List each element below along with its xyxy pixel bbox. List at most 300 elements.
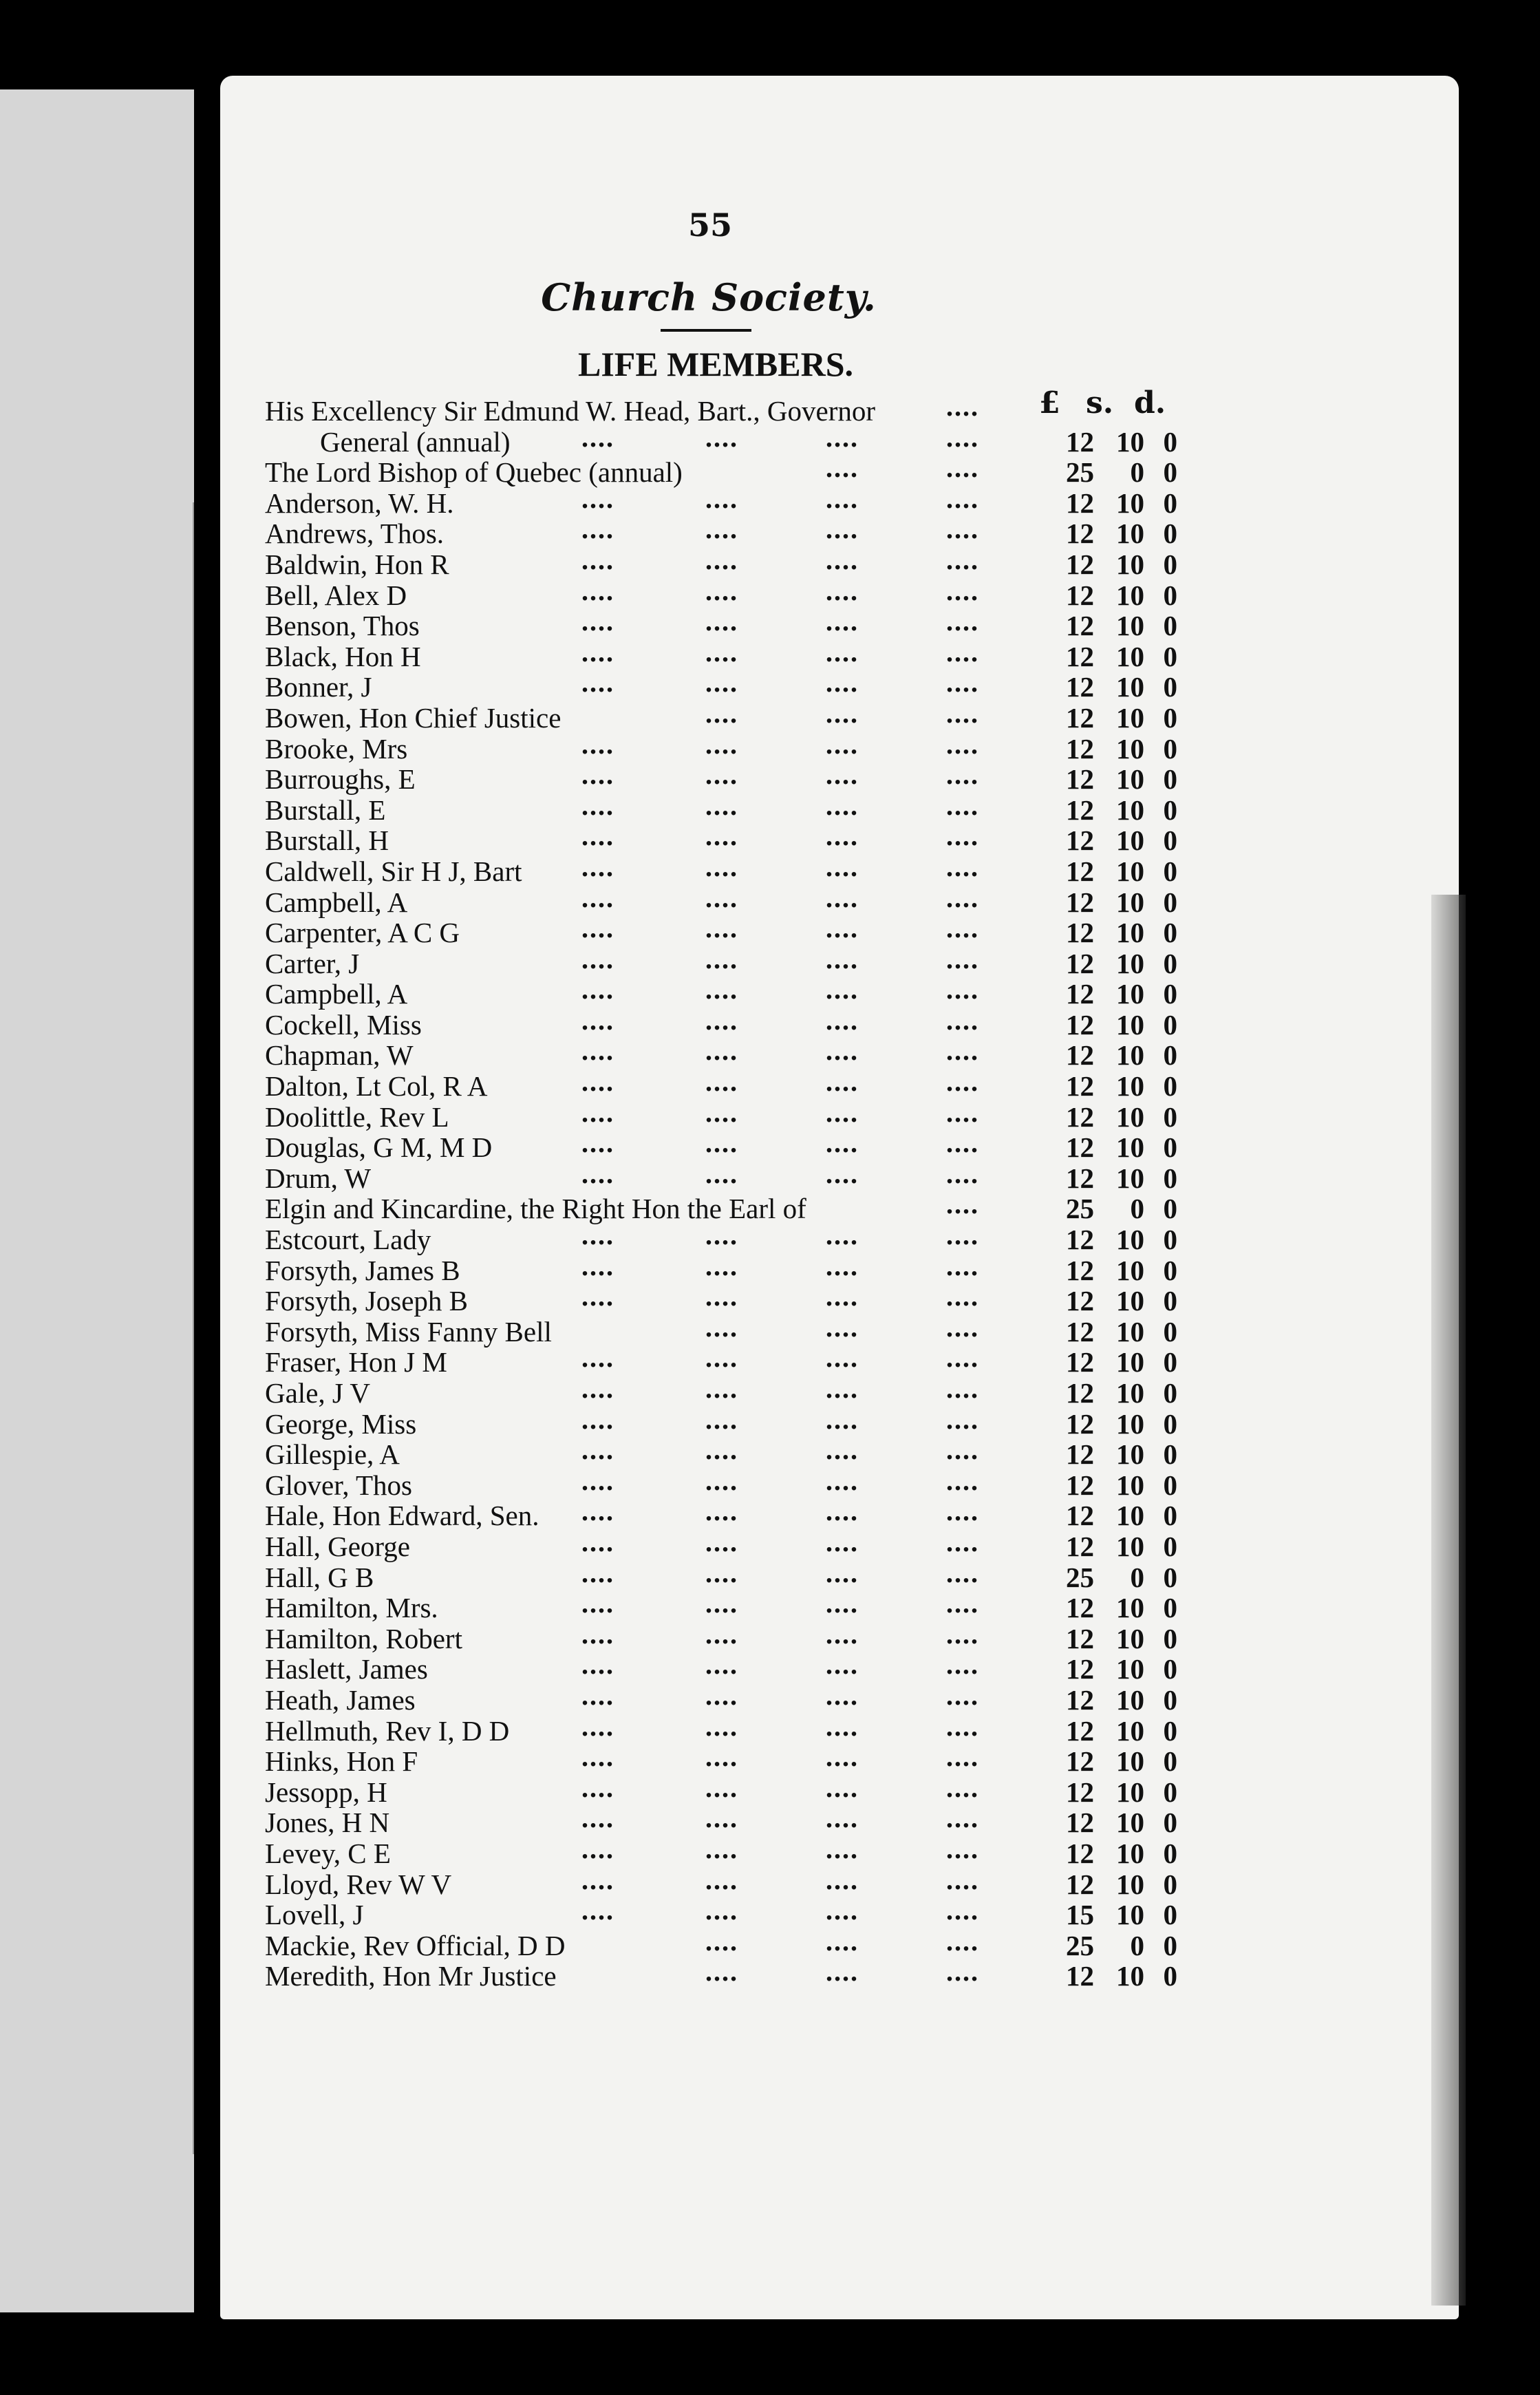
member-row — [265, 452, 1201, 489]
section-title: LIFE MEMBERS. — [577, 345, 854, 383]
amount-pounds: 25 — [1066, 1929, 1094, 1961]
member-row — [265, 1004, 1201, 1041]
member-row — [265, 1895, 1201, 1931]
member-name: Elgin and Kincardine, the Right Hon the Earl of — [265, 1193, 806, 1225]
amount-shillings: 0 — [1130, 1929, 1144, 1961]
amount-shillings: 0 — [1130, 1193, 1144, 1225]
amount-shillings: 10 — [1116, 1837, 1144, 1869]
leader-dots: .... .... .... .... — [581, 1833, 979, 1864]
amount-pence: 0 — [1163, 1100, 1177, 1133]
leader-dots: .... .... .... .... — [581, 606, 979, 637]
leader-dots: .... .... .... .... — [581, 1281, 979, 1312]
page-edge-shadow — [1431, 895, 1466, 2306]
amount-pence: 0 — [1163, 1008, 1177, 1041]
member-row — [265, 421, 1201, 458]
amount-shillings: 10 — [1116, 1407, 1144, 1440]
member-row — [265, 1557, 1201, 1593]
amount-shillings: 10 — [1116, 917, 1144, 949]
member-name: Chapman, W — [265, 1039, 414, 1072]
amount-pence: 0 — [1163, 947, 1177, 979]
amount-shillings: 10 — [1116, 1100, 1144, 1133]
member-name: Meredith, Hon Mr Justice — [265, 1960, 557, 1992]
amount-pence: 0 — [1163, 1315, 1177, 1348]
amount-pounds: 12 — [1066, 1622, 1094, 1654]
amount-pence: 0 — [1163, 1837, 1177, 1869]
member-name: Fraser, Hon J M — [265, 1346, 447, 1379]
amount-shillings: 10 — [1116, 701, 1144, 734]
leader-dots: .... .... .... .... — [581, 974, 979, 1005]
amount-shillings: 0 — [1130, 456, 1144, 489]
amount-pence: 0 — [1163, 425, 1177, 458]
amount-pounds: 12 — [1066, 1285, 1094, 1317]
member-row — [265, 759, 1201, 796]
member-row — [265, 913, 1201, 949]
amount-pence: 0 — [1163, 1899, 1177, 1931]
amount-pence: 0 — [1163, 701, 1177, 734]
amount-pence: 0 — [1163, 1438, 1177, 1471]
leader-dots: .... .... .... — [705, 1311, 979, 1343]
facing-page — [0, 89, 194, 2312]
amount-pounds: 12 — [1066, 1837, 1094, 1869]
member-name: The Lord Bishop of Quebec (annual) — [265, 456, 683, 489]
member-row — [265, 1771, 1201, 1808]
member-row — [265, 1066, 1201, 1103]
member-name: Drum, W — [265, 1162, 372, 1194]
member-row — [265, 1649, 1201, 1685]
member-name: Burstall, H — [265, 824, 389, 857]
amount-shillings: 10 — [1116, 579, 1144, 611]
amount-pounds: 12 — [1066, 671, 1094, 703]
leader-dots: .... .... — [826, 452, 979, 484]
amount-shillings: 10 — [1116, 794, 1144, 826]
leader-dots: .... .... .... .... — [581, 1403, 979, 1435]
amount-shillings: 10 — [1116, 855, 1144, 887]
amount-pounds: 12 — [1066, 640, 1094, 672]
member-name: Levey, C E — [265, 1837, 391, 1869]
member-name: Hinks, Hon F — [265, 1745, 418, 1778]
amount-shillings: 10 — [1116, 1346, 1144, 1379]
amount-pounds: 12 — [1066, 1438, 1094, 1471]
member-row — [265, 1373, 1201, 1409]
amount-pounds: 12 — [1066, 1162, 1094, 1194]
amount-pounds: 12 — [1066, 1315, 1094, 1348]
leader-dots: .... .... .... .... — [581, 1465, 979, 1496]
member-row — [265, 943, 1201, 979]
amount-shillings: 10 — [1116, 1530, 1144, 1562]
leader-dots: .... .... .... .... — [581, 851, 979, 882]
amount-pence: 0 — [1163, 1070, 1177, 1103]
amount-shillings: 10 — [1116, 978, 1144, 1010]
amount-pounds: 12 — [1066, 1960, 1094, 1992]
amount-pounds: 12 — [1066, 917, 1094, 949]
amount-pence: 0 — [1163, 1683, 1177, 1716]
amount-pounds: 12 — [1066, 487, 1094, 519]
leader-dots: .... .... .... .... — [581, 1618, 979, 1650]
member-row — [265, 1588, 1201, 1624]
amount-pence: 0 — [1163, 487, 1177, 519]
leader-dots: .... .... .... .... — [581, 1649, 979, 1681]
amount-pence: 0 — [1163, 610, 1177, 642]
amount-shillings: 10 — [1116, 1315, 1144, 1348]
amount-pence: 0 — [1163, 824, 1177, 857]
leader-dots: .... .... .... .... — [581, 1096, 979, 1128]
member-row — [265, 1925, 1201, 1961]
leader-dots: .... .... .... .... — [581, 728, 979, 760]
member-name: Burstall, E — [265, 794, 386, 826]
amount-pence: 0 — [1163, 1193, 1177, 1225]
leader-dots: .... .... .... .... — [581, 1741, 979, 1773]
leader-dots: .... .... .... .... — [581, 759, 979, 791]
amount-pounds: 25 — [1066, 1193, 1094, 1225]
amount-shillings: 10 — [1116, 1683, 1144, 1716]
amount-pounds: 12 — [1066, 1254, 1094, 1286]
member-name: Forsyth, Miss Fanny Bell — [265, 1315, 552, 1348]
amount-pounds: 12 — [1066, 1346, 1094, 1379]
amount-pounds: 12 — [1066, 1377, 1094, 1409]
member-list — [265, 391, 1201, 1992]
member-name: Cockell, Miss — [265, 1008, 422, 1041]
amount-shillings: 10 — [1116, 640, 1144, 672]
leader-dots: .... .... .... .... — [581, 1895, 979, 1926]
leader-dots: .... .... .... .... — [581, 1220, 979, 1251]
amount-pence: 0 — [1163, 640, 1177, 672]
member-row — [265, 974, 1201, 1010]
amount-pounds: 12 — [1066, 1714, 1094, 1747]
member-name: Black, Hon H — [265, 640, 421, 672]
amount-pounds: 12 — [1066, 1008, 1094, 1041]
amount-shillings: 10 — [1116, 1622, 1144, 1654]
leader-dots: .... .... .... .... — [581, 1342, 979, 1374]
leader-dots: .... .... .... .... — [581, 1373, 979, 1404]
title-divider — [661, 329, 751, 332]
member-row — [265, 1802, 1201, 1839]
member-name: Doolittle, Rev L — [265, 1100, 449, 1133]
amount-pounds: 12 — [1066, 701, 1094, 734]
amount-pounds: 12 — [1066, 1407, 1094, 1440]
amount-shillings: 10 — [1116, 548, 1144, 580]
amount-pence: 0 — [1163, 1960, 1177, 1992]
amount-shillings: 10 — [1116, 487, 1144, 519]
amount-shillings: 10 — [1116, 763, 1144, 796]
member-name: Andrews, Thos. — [265, 518, 445, 550]
leader-dots: .... .... .... .... — [581, 1679, 979, 1711]
amount-pounds: 12 — [1066, 1039, 1094, 1072]
leader-dots: .... .... .... .... — [581, 482, 979, 514]
amount-pence: 0 — [1163, 732, 1177, 765]
amount-pounds: 12 — [1066, 1807, 1094, 1839]
amount-shillings: 10 — [1116, 1868, 1144, 1900]
member-name: Forsyth, James B — [265, 1254, 460, 1286]
amount-pounds: 12 — [1066, 855, 1094, 887]
member-name: General (annual) — [320, 425, 511, 458]
member-row — [265, 1158, 1201, 1194]
leader-dots: .... .... .... .... — [581, 1434, 979, 1466]
pounds-header: £ — [1039, 385, 1060, 421]
amount-shillings: 10 — [1116, 1285, 1144, 1317]
amount-pence: 0 — [1163, 671, 1177, 703]
member-name: Heath, James — [265, 1683, 416, 1716]
amount-pounds: 12 — [1066, 1224, 1094, 1256]
leader-dots: .... .... .... .... — [581, 667, 979, 699]
amount-pounds: 12 — [1066, 886, 1094, 918]
shillings-header: s. — [1086, 385, 1114, 421]
member-row — [265, 1618, 1201, 1654]
amount-pence: 0 — [1163, 1407, 1177, 1440]
amount-pounds: 12 — [1066, 1500, 1094, 1532]
amount-pounds: 12 — [1066, 1653, 1094, 1685]
amount-pounds: 12 — [1066, 1683, 1094, 1716]
member-name: Burroughs, E — [265, 763, 416, 796]
member-name: Estcourt, Lady — [265, 1224, 431, 1256]
member-name: Glover, Thos — [265, 1469, 412, 1501]
member-row — [265, 1741, 1201, 1778]
amount-pounds: 12 — [1066, 1868, 1094, 1900]
amount-pounds: 12 — [1066, 1469, 1094, 1501]
member-row — [265, 728, 1201, 765]
member-name: Dalton, Lt Col, R A — [265, 1070, 488, 1103]
leader-dots: .... .... .... .... — [581, 882, 979, 913]
page-number: 55 — [688, 206, 733, 244]
member-row — [265, 1526, 1201, 1562]
member-row — [265, 1956, 1201, 1992]
amount-pence: 0 — [1163, 794, 1177, 826]
member-row — [265, 1465, 1201, 1501]
amount-pence: 0 — [1163, 1868, 1177, 1900]
leader-dots: .... .... .... — [705, 1956, 979, 1988]
leader-dots: .... — [946, 391, 979, 422]
amount-pence: 0 — [1163, 548, 1177, 580]
amount-pence: 0 — [1163, 1745, 1177, 1778]
member-row — [265, 391, 1201, 427]
amount-shillings: 10 — [1116, 1899, 1144, 1931]
member-name: Caldwell, Sir H J, Bart — [265, 855, 522, 887]
amount-pence: 0 — [1163, 1530, 1177, 1562]
society-title: Church Society. — [541, 275, 877, 319]
leader-dots: .... .... .... .... — [581, 1864, 979, 1895]
member-row — [265, 1495, 1201, 1532]
member-name: Campbell, A — [265, 978, 408, 1010]
leader-dots: .... .... .... .... — [581, 544, 979, 575]
leader-dots: .... .... .... .... — [581, 1802, 979, 1834]
leader-dots: .... .... .... .... — [581, 1771, 979, 1803]
amount-pence: 0 — [1163, 886, 1177, 918]
member-name: Baldwin, Hon R — [265, 548, 449, 580]
member-row — [265, 1281, 1201, 1317]
amount-pence: 0 — [1163, 763, 1177, 796]
member-name: Jones, H N — [265, 1807, 390, 1839]
member-name: Lloyd, Rev W V — [265, 1868, 452, 1900]
amount-pounds: 25 — [1066, 1561, 1094, 1593]
amount-pounds: 15 — [1066, 1899, 1094, 1931]
amount-shillings: 10 — [1116, 1500, 1144, 1532]
member-name: Carpenter, A C G — [265, 917, 460, 949]
member-name: Hale, Hon Edward, Sen. — [265, 1500, 539, 1532]
amount-pounds: 12 — [1066, 548, 1094, 580]
member-row — [265, 606, 1201, 642]
member-name: Brooke, Mrs — [265, 732, 408, 765]
amount-shillings: 10 — [1116, 824, 1144, 857]
amount-shillings: 10 — [1116, 1960, 1144, 1992]
amount-shillings: 10 — [1116, 1131, 1144, 1164]
amount-pounds: 12 — [1066, 1100, 1094, 1133]
amount-shillings: 10 — [1116, 518, 1144, 550]
leader-dots: .... .... .... .... — [581, 1004, 979, 1036]
amount-pence: 0 — [1163, 917, 1177, 949]
amount-pence: 0 — [1163, 1592, 1177, 1624]
amount-pence: 0 — [1163, 1039, 1177, 1072]
member-row — [265, 667, 1201, 703]
amount-pounds: 12 — [1066, 794, 1094, 826]
leader-dots: .... .... .... .... — [581, 1710, 979, 1742]
member-row — [265, 882, 1201, 918]
amount-pence: 0 — [1163, 1622, 1177, 1654]
leader-dots: .... .... .... .... — [581, 636, 979, 668]
amount-pounds: 12 — [1066, 1776, 1094, 1808]
amount-shillings: 10 — [1116, 947, 1144, 979]
member-row — [265, 1679, 1201, 1716]
leader-dots: .... .... .... .... — [581, 575, 979, 606]
leader-dots: .... .... .... .... — [581, 1127, 979, 1159]
amount-pence: 0 — [1163, 1469, 1177, 1501]
amount-shillings: 10 — [1116, 1039, 1144, 1072]
amount-pounds: 12 — [1066, 425, 1094, 458]
member-name: Hall, George — [265, 1530, 411, 1562]
member-name: Hamilton, Robert — [265, 1622, 462, 1654]
amount-pence: 0 — [1163, 579, 1177, 611]
amount-shillings: 10 — [1116, 1008, 1144, 1041]
amount-shillings: 10 — [1116, 1438, 1144, 1471]
amount-shillings: 10 — [1116, 732, 1144, 765]
amount-pence: 0 — [1163, 1807, 1177, 1839]
member-name: His Excellency Sir Edmund W. Head, Bart., Governor — [265, 395, 876, 427]
amount-pounds: 25 — [1066, 456, 1094, 489]
amount-shillings: 10 — [1116, 1592, 1144, 1624]
member-name: Jessopp, H — [265, 1776, 387, 1808]
member-row — [265, 1250, 1201, 1286]
amount-pence: 0 — [1163, 456, 1177, 489]
amount-pence: 0 — [1163, 1776, 1177, 1808]
member-row — [265, 1035, 1201, 1072]
amount-pounds: 12 — [1066, 518, 1094, 550]
amount-pence: 0 — [1163, 1224, 1177, 1256]
member-row — [265, 636, 1201, 672]
member-name: Gillespie, A — [265, 1438, 400, 1471]
amount-shillings: 10 — [1116, 1224, 1144, 1256]
member-row — [265, 1096, 1201, 1133]
amount-pounds: 12 — [1066, 579, 1094, 611]
amount-shillings: 10 — [1116, 1162, 1144, 1194]
amount-pence: 0 — [1163, 978, 1177, 1010]
amount-pounds: 12 — [1066, 1070, 1094, 1103]
amount-shillings: 10 — [1116, 1776, 1144, 1808]
member-row — [265, 1311, 1201, 1348]
leader-dots: .... .... .... .... — [581, 1250, 979, 1281]
member-row — [265, 1434, 1201, 1471]
member-row — [265, 513, 1201, 550]
leader-dots: .... .... .... .... — [581, 789, 979, 821]
member-row — [265, 1127, 1201, 1164]
amount-pounds: 12 — [1066, 610, 1094, 642]
amount-pounds: 12 — [1066, 978, 1094, 1010]
amount-pence: 0 — [1163, 1377, 1177, 1409]
amount-pounds: 12 — [1066, 1745, 1094, 1778]
amount-pence: 0 — [1163, 855, 1177, 887]
amount-shillings: 10 — [1116, 1745, 1144, 1778]
amount-shillings: 10 — [1116, 886, 1144, 918]
member-row — [265, 820, 1201, 857]
leader-dots: .... .... .... — [705, 697, 979, 729]
member-row — [265, 1710, 1201, 1747]
amount-pence: 0 — [1163, 1653, 1177, 1685]
amount-pounds: 12 — [1066, 763, 1094, 796]
amount-pounds: 12 — [1066, 732, 1094, 765]
amount-shillings: 10 — [1116, 1714, 1144, 1747]
amount-shillings: 10 — [1116, 1254, 1144, 1286]
amount-shillings: 10 — [1116, 1377, 1144, 1409]
amount-shillings: 10 — [1116, 425, 1144, 458]
amount-pounds: 12 — [1066, 824, 1094, 857]
leader-dots: .... .... .... .... — [581, 1526, 979, 1557]
member-row — [265, 575, 1201, 611]
amount-shillings: 10 — [1116, 1653, 1144, 1685]
member-row — [265, 544, 1201, 580]
leader-dots: .... .... .... .... — [581, 1495, 979, 1527]
amount-pence: 0 — [1163, 518, 1177, 550]
leader-dots: .... .... .... .... — [581, 1066, 979, 1098]
amount-pounds: 12 — [1066, 1131, 1094, 1164]
amount-pence: 0 — [1163, 1714, 1177, 1747]
leader-dots: .... .... .... — [705, 1925, 979, 1957]
leader-dots: .... .... .... .... — [581, 513, 979, 545]
leader-dots: .... .... .... .... — [581, 1588, 979, 1619]
member-name: Hellmuth, Rev I, D D — [265, 1714, 510, 1747]
amount-shillings: 0 — [1130, 1561, 1144, 1593]
member-row — [265, 1189, 1201, 1225]
member-name: Gale, J V — [265, 1377, 370, 1409]
amount-pence: 0 — [1163, 1500, 1177, 1532]
leader-dots: .... .... .... .... — [581, 1158, 979, 1189]
leader-dots: .... .... .... .... — [581, 943, 979, 975]
member-row — [265, 851, 1201, 887]
leader-dots: .... .... .... .... — [581, 421, 979, 453]
amount-pence: 0 — [1163, 1285, 1177, 1317]
member-name: Mackie, Rev Official, D D — [265, 1929, 566, 1961]
member-row — [265, 1220, 1201, 1256]
amount-pence: 0 — [1163, 1162, 1177, 1194]
member-name: Bell, Alex D — [265, 579, 407, 611]
member-row — [265, 1342, 1201, 1379]
amount-pence: 0 — [1163, 1131, 1177, 1164]
leader-dots: .... — [946, 1189, 979, 1220]
leader-dots: .... .... .... .... — [581, 1557, 979, 1588]
member-name: Benson, Thos — [265, 610, 420, 642]
facing-page-edge — [172, 502, 194, 2154]
member-row — [265, 789, 1201, 826]
member-name: Anderson, W. H. — [265, 487, 454, 519]
member-name: Carter, J — [265, 947, 360, 979]
member-row — [265, 1864, 1201, 1900]
amount-pence: 0 — [1163, 1929, 1177, 1961]
member-name: Hall, G B — [265, 1561, 374, 1593]
amount-shillings: 10 — [1116, 610, 1144, 642]
leader-dots: .... .... .... .... — [581, 820, 979, 852]
member-row — [265, 482, 1201, 519]
member-name: Bonner, J — [265, 671, 372, 703]
member-name: Lovell, J — [265, 1899, 364, 1931]
pence-header: d. — [1134, 385, 1166, 421]
member-name: Douglas, G M, M D — [265, 1131, 493, 1164]
member-name: Bowen, Hon Chief Justice — [265, 701, 562, 734]
